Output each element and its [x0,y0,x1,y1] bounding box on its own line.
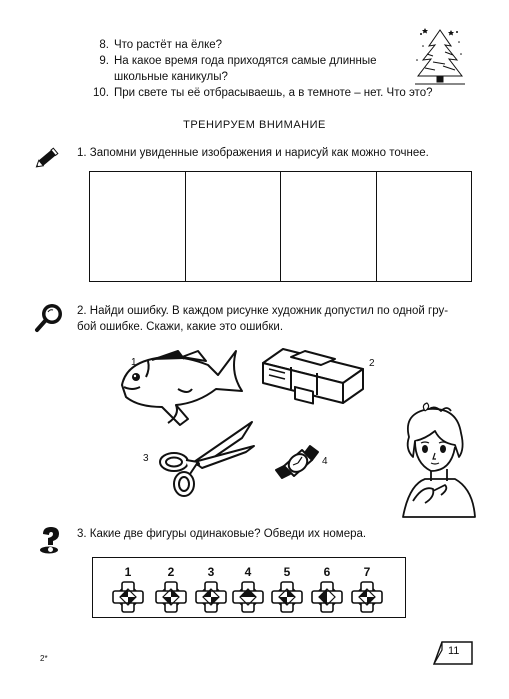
task-2-line-2: бой ошибке. Скажи, какие это ошибки. [77,321,284,333]
question-9-continued: школьные каникулы? [114,71,228,83]
magnifier-icon [34,302,66,334]
figure-number[interactable]: 6 [323,565,331,579]
ornament-figure [194,580,228,614]
question-mark-icon [37,525,65,555]
scissors-illustration [150,418,260,503]
girl-thinking-illustration [395,405,480,520]
drawing-cell[interactable] [186,172,282,281]
ornament-figure [350,580,384,614]
figure-number[interactable]: 1 [124,565,132,579]
ornament-figure [231,580,265,614]
label-4: 4 [322,456,328,467]
drawing-cell[interactable] [90,172,186,281]
question-10: 10. При свете ты её отбрасываешь, а в темноте – нет. Что это? [93,87,433,99]
drawing-cell[interactable] [281,172,377,281]
figure-number[interactable]: 5 [283,565,291,579]
task-1-text: 1. Запомни увиденные изображения и нарисуй как можно точнее. [77,147,429,159]
label-2: 2 [369,358,375,369]
ornament-figure [270,580,304,614]
question-9: 9. На какое время года приходятся самые длинные [99,55,377,67]
ornament-figure [111,580,145,614]
pencil-icon [36,144,62,170]
figure-number[interactable]: 4 [244,565,252,579]
drawing-cell[interactable] [377,172,472,281]
page-number: 11 [448,645,460,657]
drawing-grid[interactable] [89,171,472,282]
figure-number[interactable]: 3 [207,565,215,579]
label-3: 3 [143,453,149,464]
printer-signature: 2* [40,654,48,663]
label-1: 1 [131,357,137,368]
task-3-text: 3. Какие две фигуры одинаковые? Обведи их номера. [77,528,367,540]
section-title: ТРЕНИРУЕМ ВНИМАНИЕ [183,119,326,131]
figure-number[interactable]: 2 [167,565,175,579]
figure-number[interactable]: 7 [363,565,371,579]
figures-box [92,557,406,618]
ornament-figure [154,580,188,614]
question-8: 8. Что растёт на ёлке? [99,39,223,51]
matchbox-illustration [255,345,370,410]
wristwatch-illustration [272,440,322,485]
fir-tree-illustration [415,26,465,88]
ornament-figure [310,580,344,614]
task-2-line-1: 2. Найди ошибку. В каждом рисунке художник допустил по одной гру- [77,305,449,317]
